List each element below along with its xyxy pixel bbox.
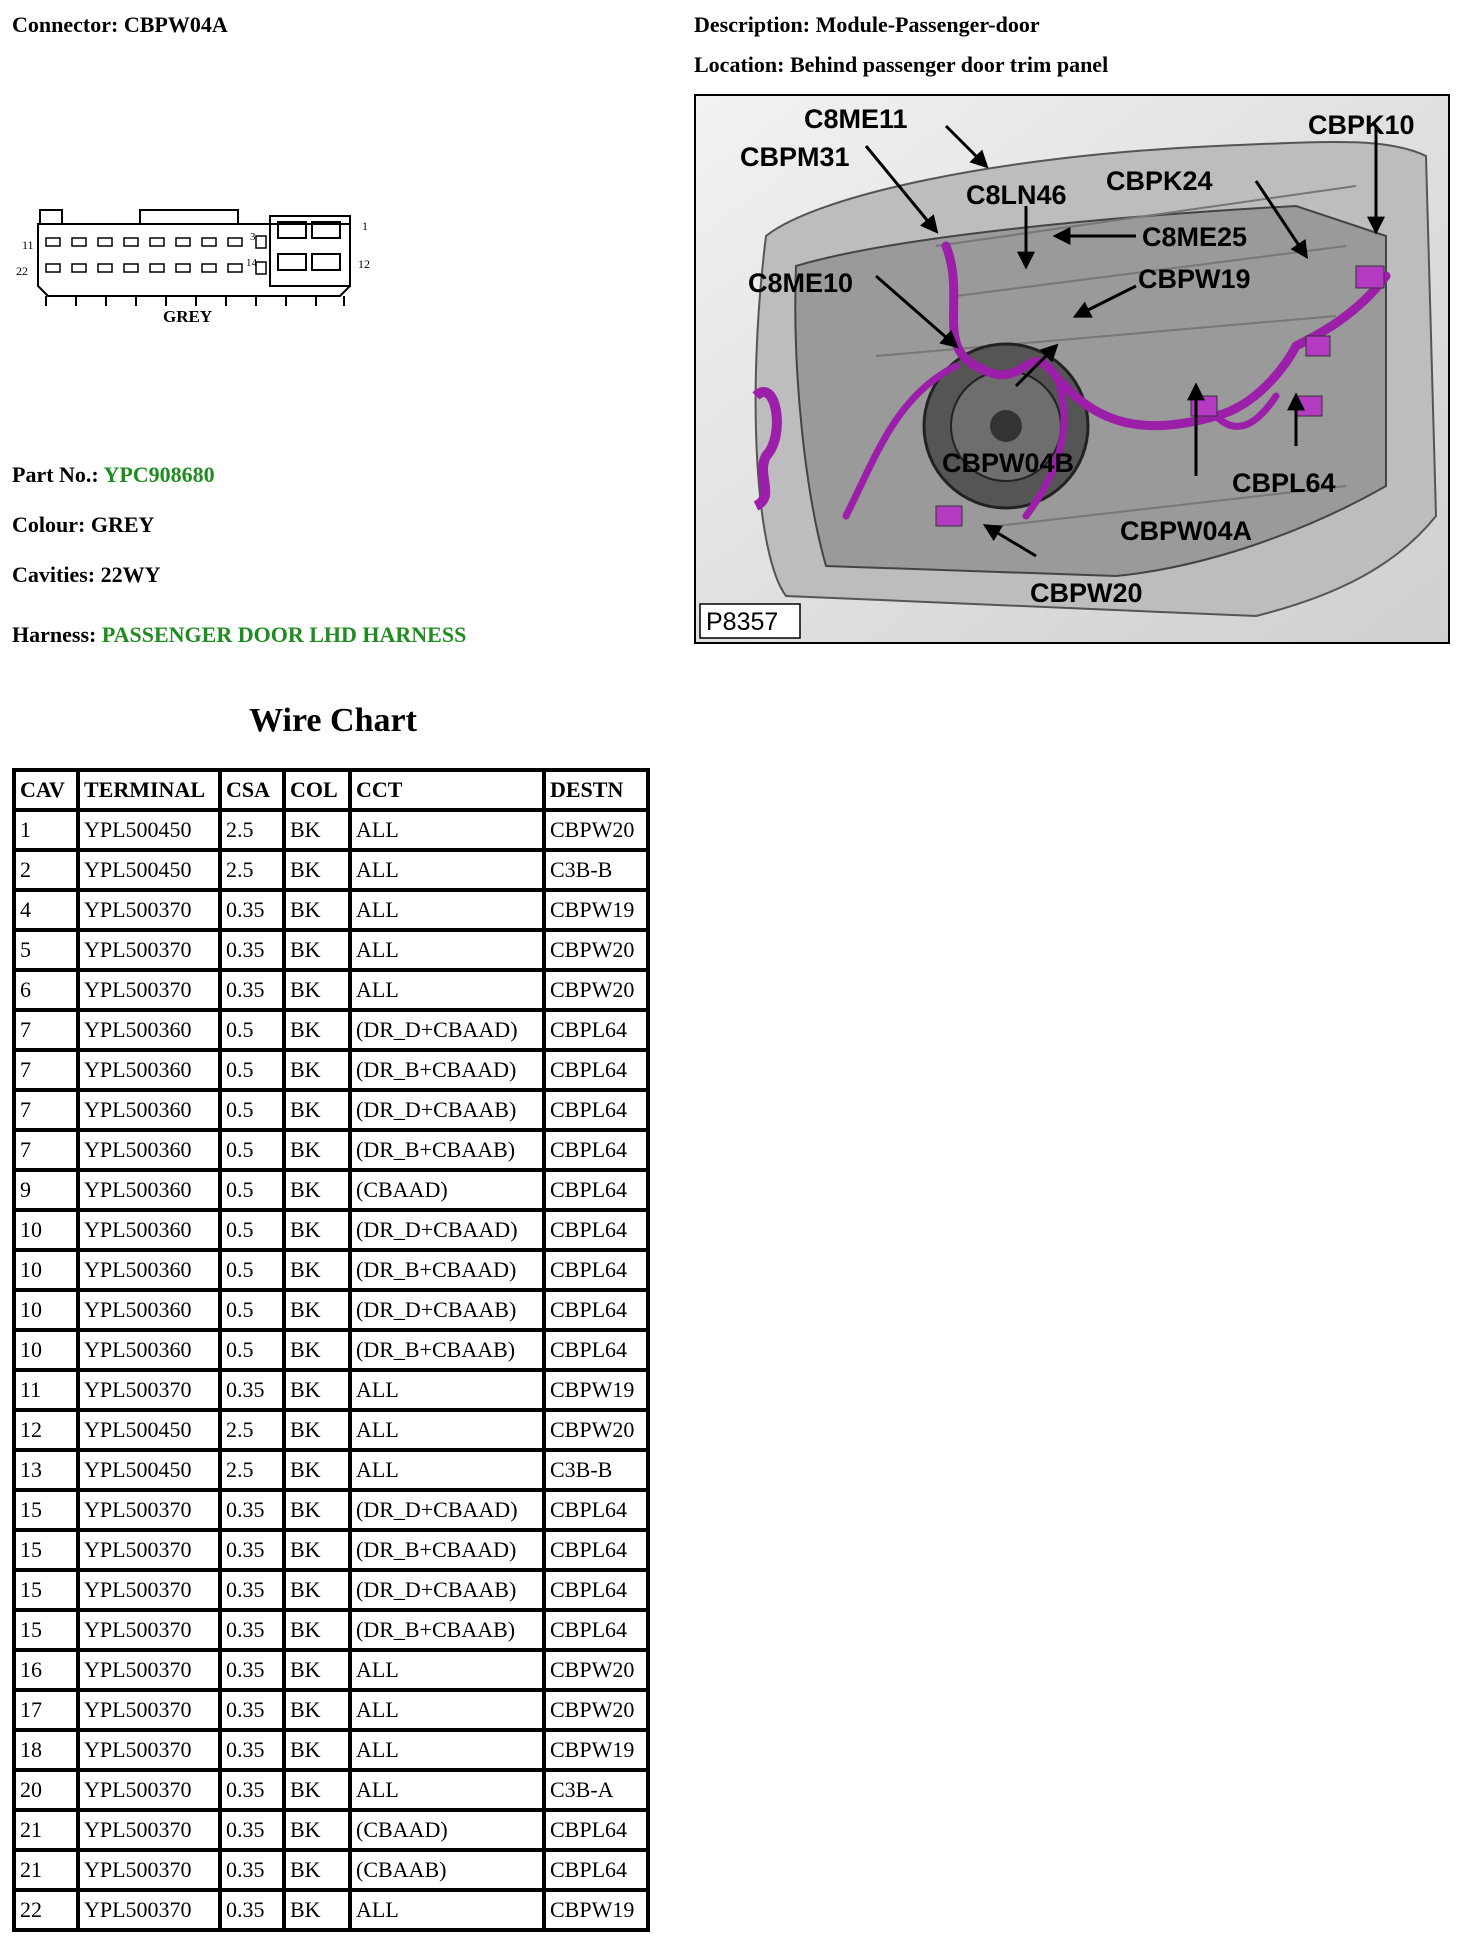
cell-cav: 18 — [16, 1732, 76, 1768]
colour-value: GREY — [90, 512, 155, 537]
cell-csa: 0.5 — [222, 1332, 282, 1368]
cell-cav: 6 — [16, 972, 76, 1008]
pin-cavity — [124, 264, 138, 272]
cell-csa: 0.35 — [222, 1532, 282, 1568]
cell-terminal: YPL500370 — [80, 1572, 218, 1608]
column-header-cct: CCT — [352, 772, 542, 808]
table-row — [16, 1132, 646, 1168]
cell-terminal: YPL500450 — [80, 812, 218, 848]
pin-label-14: 14 — [246, 257, 257, 269]
cell-csa: 2.5 — [222, 852, 282, 888]
cell-destn: CBPL64 — [546, 1172, 646, 1208]
cell-csa: 0.35 — [222, 1492, 282, 1528]
cell-destn: CBPL64 — [546, 1332, 646, 1368]
cell-col: BK — [286, 1212, 348, 1248]
cell-destn: CBPL64 — [546, 1292, 646, 1328]
cell-col: BK — [286, 1572, 348, 1608]
column-header-cav: CAV — [16, 772, 76, 808]
cell-destn: C3B-A — [546, 1772, 646, 1808]
cell-destn: CBPL64 — [546, 1812, 646, 1848]
table-row — [16, 1812, 646, 1848]
pin-label-12: 12 — [358, 257, 370, 271]
cell-col: BK — [286, 1692, 348, 1728]
cell-terminal: YPL500370 — [80, 1892, 218, 1928]
location-value: Behind passenger door trim panel — [789, 52, 1109, 77]
pin-cavity — [228, 238, 242, 246]
door-inner-panel — [795, 206, 1386, 576]
cell-destn: CBPW20 — [546, 1652, 646, 1688]
table-row — [16, 1692, 646, 1728]
cell-cav: 22 — [16, 1892, 76, 1928]
cell-cct: (DR_B+CBAAB) — [352, 1332, 542, 1368]
cell-terminal: YPL500360 — [80, 1132, 218, 1168]
part-value: YPC908680 — [103, 462, 215, 487]
cell-csa: 0.35 — [222, 1692, 282, 1728]
cell-terminal: YPL500360 — [80, 1212, 218, 1248]
cell-cav: 7 — [16, 1092, 76, 1128]
cell-col: BK — [286, 1772, 348, 1808]
cell-cav: 7 — [16, 1132, 76, 1168]
pin-cavity — [124, 238, 138, 246]
cell-csa: 0.5 — [222, 1212, 282, 1248]
cell-destn: CBPW19 — [546, 1892, 646, 1928]
pin-cavity — [176, 238, 190, 246]
cell-cct: ALL — [352, 1772, 542, 1808]
table-row — [16, 1172, 646, 1208]
pin-cavity — [72, 238, 86, 246]
cell-cav: 16 — [16, 1652, 76, 1688]
pin-cavity — [72, 264, 86, 272]
cell-col: BK — [286, 1372, 348, 1408]
cell-csa: 0.5 — [222, 1172, 282, 1208]
cell-terminal: YPL500370 — [80, 1492, 218, 1528]
cell-destn: CBPW20 — [546, 932, 646, 968]
cell-csa: 0.5 — [222, 1052, 282, 1088]
callout-c8me25: C8ME25 — [1142, 222, 1248, 252]
location-figure — [694, 94, 1450, 644]
table-row — [16, 1772, 646, 1808]
cell-col: BK — [286, 892, 348, 928]
connector-drawing — [8, 200, 408, 330]
table-row — [16, 1292, 646, 1328]
pin-cavity — [202, 238, 216, 246]
pin-row-top — [46, 236, 266, 248]
cell-col: BK — [286, 1332, 348, 1368]
cell-col: BK — [286, 1292, 348, 1328]
cell-csa: 0.35 — [222, 1772, 282, 1808]
table-row — [16, 1892, 646, 1928]
cell-col: BK — [286, 812, 348, 848]
cell-col: BK — [286, 1612, 348, 1648]
cell-col: BK — [286, 1452, 348, 1488]
cell-csa: 0.5 — [222, 1132, 282, 1168]
cell-terminal: YPL500360 — [80, 1332, 218, 1368]
wire-chart-table — [12, 768, 650, 1932]
cell-col: BK — [286, 1812, 348, 1848]
pin-cavity — [176, 264, 190, 272]
pin-label-1: 1 — [362, 219, 368, 233]
cell-terminal: YPL500370 — [80, 1372, 218, 1408]
cell-terminal: YPL500370 — [80, 1652, 218, 1688]
column-header-csa: CSA — [222, 772, 282, 808]
callout-cbpw04b: CBPW04B — [942, 448, 1075, 478]
cell-terminal: YPL500370 — [80, 1692, 218, 1728]
cell-csa: 0.35 — [222, 1572, 282, 1608]
cell-cct: (DR_D+CBAAB) — [352, 1292, 542, 1328]
callout-c8me11: C8ME11 — [804, 104, 908, 134]
cell-cct: (DR_D+CBAAB) — [352, 1092, 542, 1128]
cell-col: BK — [286, 1132, 348, 1168]
cell-col: BK — [286, 1852, 348, 1888]
cell-cav: 11 — [16, 1372, 76, 1408]
cell-cav: 15 — [16, 1492, 76, 1528]
cell-cav: 20 — [16, 1772, 76, 1808]
cell-destn: C3B-B — [546, 1452, 646, 1488]
cell-cav: 12 — [16, 1412, 76, 1448]
cell-col: BK — [286, 1012, 348, 1048]
cell-destn: CBPL64 — [546, 1052, 646, 1088]
cell-terminal: YPL500450 — [80, 852, 218, 888]
cell-cav: 17 — [16, 1692, 76, 1728]
cell-cct: ALL — [352, 1892, 542, 1928]
table-row — [16, 1252, 646, 1288]
figure-ref: P8357 — [706, 608, 779, 636]
cell-csa: 0.35 — [222, 1852, 282, 1888]
cell-csa: 0.35 — [222, 1372, 282, 1408]
cell-col: BK — [286, 1732, 348, 1768]
cell-destn: CBPL64 — [546, 1492, 646, 1528]
cell-terminal: YPL500370 — [80, 932, 218, 968]
cell-terminal: YPL500370 — [80, 1532, 218, 1568]
wire-chart-body — [16, 812, 646, 1928]
cell-terminal: YPL500370 — [80, 972, 218, 1008]
pin-row-bottom — [46, 262, 266, 274]
pin-cavity — [202, 264, 216, 272]
cell-terminal: YPL500370 — [80, 1772, 218, 1808]
table-row — [16, 1092, 646, 1128]
cell-cct: (CBAAD) — [352, 1812, 542, 1848]
pin-label-11: 11 — [22, 238, 34, 252]
cell-cct: (DR_D+CBAAD) — [352, 1212, 542, 1248]
table-row — [16, 1332, 646, 1368]
table-row — [16, 812, 646, 848]
cell-cct: ALL — [352, 1452, 542, 1488]
pin-label-3: 3 — [250, 231, 256, 243]
table-row — [16, 972, 646, 1008]
cell-cct: (DR_B+CBAAB) — [352, 1132, 542, 1168]
pin-label-22: 22 — [16, 264, 28, 278]
cell-cct: (DR_B+CBAAD) — [352, 1052, 542, 1088]
table-row — [16, 1012, 646, 1048]
cell-col: BK — [286, 1652, 348, 1688]
table-row — [16, 1452, 646, 1488]
colour-line — [12, 512, 154, 538]
cell-cav: 10 — [16, 1292, 76, 1328]
cell-csa: 2.5 — [222, 1452, 282, 1488]
cell-cav: 7 — [16, 1012, 76, 1048]
cell-cct: ALL — [352, 1652, 542, 1688]
table-row — [16, 1052, 646, 1088]
cell-terminal: YPL500360 — [80, 1092, 218, 1128]
cavities-value: 22WY — [100, 562, 161, 587]
cell-cav: 15 — [16, 1612, 76, 1648]
pin-cavity — [150, 264, 164, 272]
cell-terminal: YPL500360 — [80, 1172, 218, 1208]
pin-cavity — [46, 238, 60, 246]
cell-csa: 0.35 — [222, 1652, 282, 1688]
cell-csa: 0.35 — [222, 972, 282, 1008]
table-row — [16, 1412, 646, 1448]
location-label: Location: — [694, 52, 785, 77]
callout-cbpm31: CBPM31 — [740, 142, 850, 172]
cell-cct: ALL — [352, 932, 542, 968]
cell-col: BK — [286, 1172, 348, 1208]
wire-chart-header-row — [16, 772, 646, 808]
callout-cbpw20: CBPW20 — [1030, 578, 1143, 608]
callout-cbpw04a: CBPW04A — [1120, 516, 1253, 546]
connector-colour-text: GREY — [163, 307, 213, 326]
cell-csa: 0.5 — [222, 1012, 282, 1048]
cell-cct: (DR_D+CBAAD) — [352, 1492, 542, 1528]
cell-cct: ALL — [352, 812, 542, 848]
cell-destn: CBPL64 — [546, 1852, 646, 1888]
location-line — [694, 52, 1108, 78]
cell-terminal: YPL500370 — [80, 1732, 218, 1768]
pin-cavity — [98, 264, 112, 272]
cell-cct: ALL — [352, 1732, 542, 1768]
cell-cav: 15 — [16, 1572, 76, 1608]
cell-destn: CBPL64 — [546, 1092, 646, 1128]
cell-col: BK — [286, 1532, 348, 1568]
callout-c8ln46: C8LN46 — [966, 180, 1067, 210]
table-row — [16, 932, 646, 968]
cell-cav: 10 — [16, 1212, 76, 1248]
cell-cav: 7 — [16, 1052, 76, 1088]
cell-csa: 0.35 — [222, 892, 282, 928]
callout-cbpl64: CBPL64 — [1232, 468, 1336, 498]
cell-terminal: YPL500360 — [80, 1292, 218, 1328]
connector-label: Connector: — [12, 12, 119, 37]
cell-csa: 0.35 — [222, 1612, 282, 1648]
cell-cav: 5 — [16, 932, 76, 968]
cell-cct: (DR_D+CBAAD) — [352, 1012, 542, 1048]
cell-destn: CBPW19 — [546, 1372, 646, 1408]
cell-cct: ALL — [352, 1412, 542, 1448]
cell-col: BK — [286, 1892, 348, 1928]
column-header-terminal: TERMINAL — [80, 772, 218, 808]
table-row — [16, 1852, 646, 1888]
cell-col: BK — [286, 1252, 348, 1288]
cell-destn: CBPL64 — [546, 1532, 646, 1568]
table-row — [16, 1652, 646, 1688]
cell-terminal: YPL500370 — [80, 892, 218, 928]
cell-csa: 0.35 — [222, 1812, 282, 1848]
cell-col: BK — [286, 1412, 348, 1448]
cell-csa: 0.35 — [222, 932, 282, 968]
connector-power-block — [270, 216, 350, 286]
cell-cct: (DR_B+CBAAD) — [352, 1252, 542, 1288]
pin-cavity — [150, 238, 164, 246]
cell-destn: CBPW20 — [546, 1412, 646, 1448]
cell-destn: CBPW19 — [546, 1732, 646, 1768]
cell-destn: CBPL64 — [546, 1612, 646, 1648]
part-line — [12, 462, 215, 488]
cell-csa: 0.5 — [222, 1292, 282, 1328]
cell-terminal: YPL500370 — [80, 1612, 218, 1648]
cavities-label: Cavities: — [12, 562, 96, 587]
table-row — [16, 1212, 646, 1248]
connector-latch-left — [40, 210, 62, 224]
cell-cav: 21 — [16, 1812, 76, 1848]
connector-value: CBPW04A — [123, 12, 228, 37]
description-line — [694, 12, 1040, 38]
cell-terminal: YPL500360 — [80, 1052, 218, 1088]
cell-cav: 4 — [16, 892, 76, 928]
cell-cav: 15 — [16, 1532, 76, 1568]
description-value: Module-Passenger-door — [815, 12, 1040, 37]
description-label: Description: — [694, 12, 811, 37]
callout-c8me10: C8ME10 — [748, 268, 854, 298]
pin-cavity — [256, 236, 266, 248]
cell-destn: CBPL64 — [546, 1572, 646, 1608]
harness-value: PASSENGER DOOR LHD HARNESS — [101, 622, 467, 647]
column-header-destn: DESTN — [546, 772, 646, 808]
cell-csa: 0.35 — [222, 1892, 282, 1928]
table-row — [16, 852, 646, 888]
cell-destn: CBPL64 — [546, 1212, 646, 1248]
table-row — [16, 1532, 646, 1568]
part-label: Part No.: — [12, 462, 99, 487]
cell-cav: 10 — [16, 1252, 76, 1288]
cell-destn: CBPL64 — [546, 1252, 646, 1288]
cell-terminal: YPL500450 — [80, 1452, 218, 1488]
cell-cct: (DR_B+CBAAD) — [352, 1532, 542, 1568]
cell-cct: ALL — [352, 892, 542, 928]
callout-cbpk24: CBPK24 — [1106, 166, 1213, 196]
cell-cav: 9 — [16, 1172, 76, 1208]
cell-csa: 0.5 — [222, 1252, 282, 1288]
cell-destn: C3B-B — [546, 852, 646, 888]
cavities-line — [12, 562, 160, 588]
cell-terminal: YPL500450 — [80, 1412, 218, 1448]
cell-cct: (CBAAD) — [352, 1172, 542, 1208]
cell-terminal: YPL500370 — [80, 1852, 218, 1888]
cell-destn: CBPL64 — [546, 1012, 646, 1048]
connector-line — [12, 12, 228, 38]
callout-cbpk10: CBPK10 — [1308, 110, 1415, 140]
cell-destn: CBPW20 — [546, 972, 646, 1008]
colour-label: Colour: — [12, 512, 86, 537]
cell-csa: 2.5 — [222, 812, 282, 848]
cell-col: BK — [286, 852, 348, 888]
cell-destn: CBPW19 — [546, 892, 646, 928]
cell-cav: 21 — [16, 1852, 76, 1888]
cell-col: BK — [286, 1052, 348, 1088]
callout-cbpw19: CBPW19 — [1138, 264, 1251, 294]
cell-cav: 2 — [16, 852, 76, 888]
pin-cavity — [98, 238, 112, 246]
table-row — [16, 892, 646, 928]
cell-col: BK — [286, 932, 348, 968]
cell-destn: CBPL64 — [546, 1132, 646, 1168]
column-header-col: COL — [286, 772, 348, 808]
harness-line — [12, 622, 466, 648]
table-row — [16, 1492, 646, 1528]
pin-cavity — [228, 264, 242, 272]
cell-csa: 0.35 — [222, 1732, 282, 1768]
table-row — [16, 1612, 646, 1648]
cell-col: BK — [286, 1092, 348, 1128]
wire-chart-title: Wire Chart — [249, 702, 417, 739]
cell-csa: 2.5 — [222, 1412, 282, 1448]
cell-destn: CBPW20 — [546, 812, 646, 848]
cell-cct: ALL — [352, 972, 542, 1008]
cell-cct: (CBAAB) — [352, 1852, 542, 1888]
pin-cavity — [46, 264, 60, 272]
table-row — [16, 1372, 646, 1408]
cell-cav: 13 — [16, 1452, 76, 1488]
cell-cct: ALL — [352, 1692, 542, 1728]
cell-csa: 0.5 — [222, 1092, 282, 1128]
cell-cav: 1 — [16, 812, 76, 848]
cell-terminal: YPL500370 — [80, 1812, 218, 1848]
harness-label: Harness: — [12, 622, 97, 647]
table-row — [16, 1572, 646, 1608]
cell-cct: ALL — [352, 1372, 542, 1408]
cell-cct: (DR_B+CBAAB) — [352, 1612, 542, 1648]
cell-col: BK — [286, 972, 348, 1008]
table-row — [16, 1732, 646, 1768]
cell-terminal: YPL500360 — [80, 1252, 218, 1288]
cell-terminal: YPL500360 — [80, 1012, 218, 1048]
cell-col: BK — [286, 1492, 348, 1528]
cell-destn: CBPW20 — [546, 1692, 646, 1728]
connector-latch-top — [140, 210, 238, 224]
pin-cavity — [256, 262, 266, 274]
cell-cct: (DR_D+CBAAB) — [352, 1572, 542, 1608]
cell-cav: 10 — [16, 1332, 76, 1368]
cell-cct: ALL — [352, 852, 542, 888]
